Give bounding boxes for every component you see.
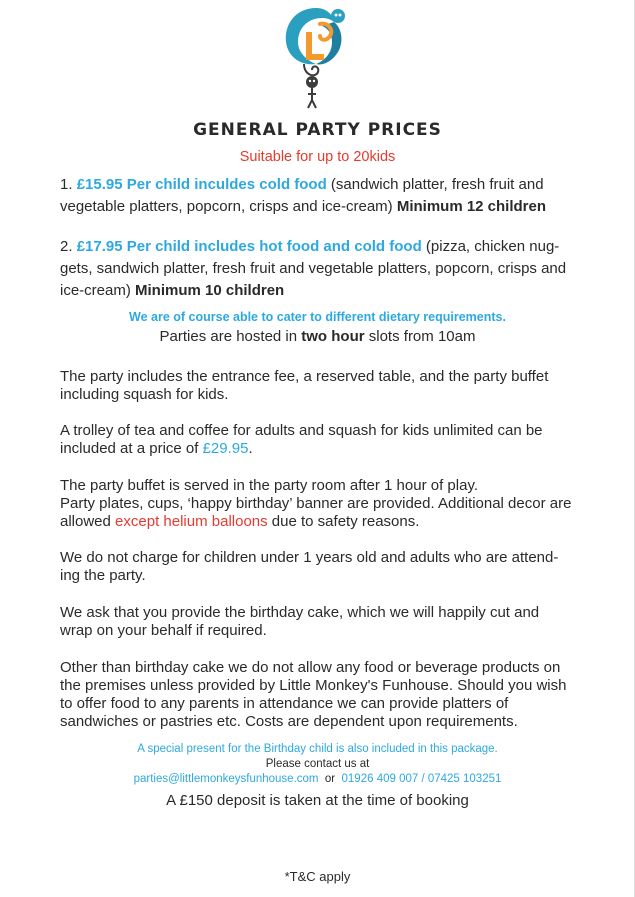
decor-text: Party plates, cups, ‘happy birthday’ banner are provided. Additional decor are allowed xyxy=(60,495,572,530)
time-slots-note xyxy=(0,328,635,345)
option-details: (pizza, chicken nug- gets, sandwich platter, fresh fruit and vegetable platters, popcorn, crisps and ice-cream) xyxy=(60,238,567,299)
paragraph-cake: We ask that you provide the birthday cake, which we will happily cut and wrap on your behalf if required. xyxy=(60,604,540,639)
paragraph-tea-trolley xyxy=(60,422,575,458)
little-monkeys-logo-icon xyxy=(276,2,360,112)
trolley-price: £29.95 xyxy=(202,440,249,457)
birthday-present-note: A special present for the Birthday child is also included in this package. xyxy=(137,743,498,755)
option-price: £15.95 Per child inculdes cold food xyxy=(76,176,327,193)
page-title: GENERAL PARTY PRICES xyxy=(193,120,442,140)
option-number: 1. xyxy=(60,176,77,193)
contact-label: Please contact us at xyxy=(265,758,370,770)
option-number: 2. xyxy=(60,238,77,255)
slots-text: Parties are hosted in xyxy=(159,328,302,345)
trolley-text: A trolley of tea and coffee for adults and squash for kids unlimited can be included at a price of xyxy=(60,422,543,457)
helium-warning: except helium balloons xyxy=(115,513,268,530)
option-price: £17.95 Per child includes hot food and cold food xyxy=(76,238,422,255)
paragraph-inclusions: The party includes the entrance fee, a reserved table, and the party buffet including squash for kids. xyxy=(60,368,549,403)
capacity-subtitle: Suitable for up to 20kids xyxy=(239,149,396,165)
contact-or: or xyxy=(318,773,342,785)
paragraph-buffet xyxy=(60,477,575,531)
price-option-1 xyxy=(60,174,570,218)
terms-note: *T&C apply xyxy=(284,869,351,884)
option-minimum: Minimum 10 children xyxy=(135,282,285,299)
dietary-note: We are of course able to cater to different dietary requirements. xyxy=(129,310,506,324)
contact-phones[interactable]: 01926 409 007 / 07425 103251 xyxy=(341,773,502,785)
slots-text-end: slots from 10am xyxy=(364,328,476,345)
option-details: (sandwich platter, fresh fruit and vegetable platters, popcorn, crisps and ice-cream) xyxy=(60,176,544,215)
paragraph-charges: We do not charge for children under 1 years old and adults who are attend- ing the party. xyxy=(60,549,559,584)
buffet-line: The party buffet is served in the party room after 1 hour of play. xyxy=(60,477,478,494)
decor-end: due to safety reasons. xyxy=(267,513,420,530)
deposit-note: A £150 deposit is taken at the time of booking xyxy=(166,792,469,809)
paragraph-food-policy: Other than birthday cake we do not allow any food or beverage products on the premises unless provided by Little Monkey's Funhouse. Should you wish to offer food to any parents in attendance we can provide platters of sandwiches or pastries etc. Costs are dependent upon requirements. xyxy=(60,659,567,730)
contact-email-link[interactable]: parties@littlemonkeysfunhouse.com xyxy=(133,773,319,785)
price-option-2 xyxy=(60,236,570,302)
option-minimum: Minimum 12 children xyxy=(396,198,547,215)
contact-details xyxy=(0,772,635,787)
slots-duration: two hour xyxy=(301,328,365,345)
trolley-end: . xyxy=(248,440,253,457)
